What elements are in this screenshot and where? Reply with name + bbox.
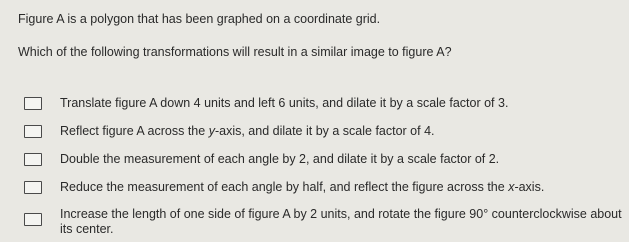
answer-choice-label: Double the measurement of each angle by 2, and dilate it by a scale factor of 2. [60, 152, 500, 166]
radio-button[interactable] [24, 153, 42, 166]
answer-choice-2[interactable] [24, 124, 623, 139]
radio-button[interactable] [24, 97, 42, 110]
answer-choice-label: Reduce the measurement of each angle by half, and reflect the figure across the x-axis. [60, 180, 545, 194]
answer-choice-3[interactable] [24, 152, 623, 167]
answer-choice-4[interactable] [24, 180, 623, 195]
radio-button[interactable] [24, 125, 42, 138]
answer-choice-label: Reflect figure A across the y-axis, and dilate it by a scale factor of 4. [60, 124, 435, 138]
answer-choice-label: Increase the length of one side of figure A by 2 units, and rotate the figure 90° counterclockwise about its center. [60, 207, 622, 236]
answer-choice-1[interactable] [24, 96, 623, 111]
answer-choice-label: Translate figure A down 4 units and left 6 units, and dilate it by a scale factor of 3. [60, 96, 509, 110]
answer-choice-5[interactable] [24, 207, 623, 237]
radio-button[interactable] [24, 181, 42, 194]
question-intro: Figure A is a polygon that has been graphed on a coordinate grid. [18, 12, 381, 26]
question-prompt: Which of the following transformations will result in a similar image to figure A? [18, 45, 452, 59]
radio-button[interactable] [24, 213, 42, 226]
